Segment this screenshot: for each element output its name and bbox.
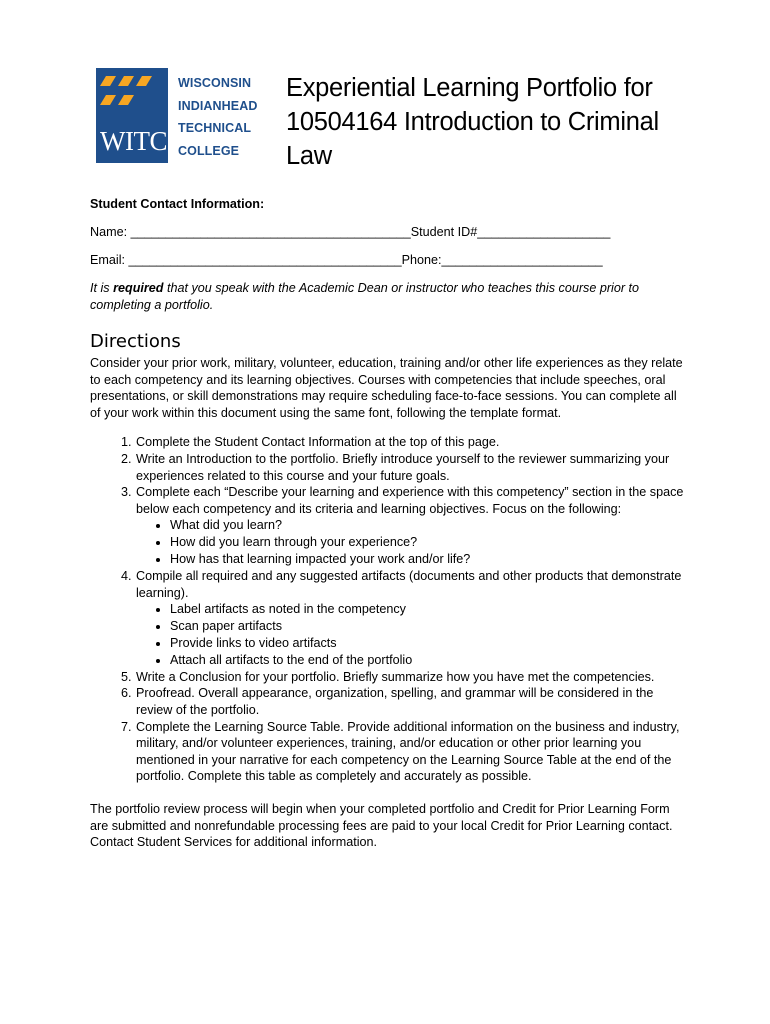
note-emphasis: required (113, 281, 164, 295)
logo-chevrons-icon (96, 68, 168, 124)
step4-bullets (136, 601, 690, 669)
step-text: Complete the Learning Source Table. Provide additional information on the business and industry, military, and/or volunteer experiences, training, and/or education or other prior learning you mentioned in your narrative for each competency on the Learning Source Table at the end of the portfolio. Complete this table as completely and accurately as possible. (136, 719, 680, 784)
document-body (90, 196, 690, 851)
step-text: Complete each “Describe your learning and experience with this competency” section in the space below each competency and its criteria and learning objectives. Focus on the following: (136, 485, 684, 516)
contact-heading: Student Contact Information: (90, 197, 265, 211)
step-text: Write an Introduction to the portfolio. Briefly introduce yourself to the reviewer summarizing your experiences related to this course and your future goals. (136, 451, 670, 483)
logo-word: TECHNICAL (178, 121, 252, 135)
step-item (135, 719, 690, 785)
logo-wordmark (178, 72, 268, 162)
bullet-item: • Attach all artifacts to the end of the portfolio (170, 652, 690, 669)
logo-mark: WITC (100, 126, 167, 156)
note-prefix: It is (90, 281, 114, 295)
directions-heading: Directions (90, 331, 181, 352)
bullet-item: • Label artifacts as noted in the competency (170, 601, 690, 618)
step-item (135, 451, 690, 484)
email-phone-row: Email: _______________________________________Phone:_______________________ (90, 253, 603, 267)
step-item (135, 568, 690, 669)
step-item (135, 484, 690, 568)
closing-paragraph: The portfolio review process will begin when your completed portfolio and Credit for Prior Learning Form are submitted and nonrefundable processing fees are paid to your local Credit for Prior Learning contact. Contact Student Services for additional information. (90, 802, 673, 850)
directions-intro: Consider your prior work, military, volunteer, education, training and/or other life experiences as they relate to each competency and its learning objectives. Courses with competencies that include speeches, oral presentations, or skill demonstrations may require scheduling face-to-face sessions. You can complete all of your work within this document using the same font, following the template format. (90, 356, 683, 420)
logo-block (96, 68, 168, 163)
bullet-item: • How has that learning impacted your work and/or life? (170, 551, 690, 568)
name-studentid-row: Name: ________________________________________Student ID#___________________ (90, 225, 611, 239)
bullet-item: • How did you learn through your experience? (170, 534, 690, 551)
directions-steps (90, 434, 690, 785)
note-suffix: that you speak with the Academic Dean or instructor who teaches this course prior to completing a portfolio. (90, 281, 640, 312)
step3-bullets (136, 517, 690, 568)
bullet-item: • Scan paper artifacts (170, 618, 690, 635)
step-text: Compile all required and any suggested artifacts (documents and other products that demonstrate learning). (136, 569, 682, 600)
logo-word: COLLEGE (178, 143, 240, 158)
requirement-note (90, 280, 690, 313)
step-text: Write a Conclusion for your portfolio. Briefly summarize how you have met the competencies. (136, 669, 655, 684)
step-item (135, 685, 690, 718)
step-item (135, 434, 690, 451)
bullet-item: • What did you learn? (170, 517, 690, 534)
bullet-item: • Provide links to video artifacts (170, 635, 690, 652)
witc-logo (96, 68, 264, 164)
logo-word: WISCONSIN (178, 76, 252, 90)
step-text: Proofread. Overall appearance, organization, spelling, and grammar will be considered in the review of the portfolio. (136, 686, 654, 718)
document-title: Experiential Learning Portfolio for 10504164 Introduction to Criminal Law (286, 74, 659, 170)
step-text: Complete the Student Contact Information at the top of this page. (136, 435, 500, 450)
logo-word: INDIANHEAD (178, 98, 258, 113)
step-item (135, 669, 690, 686)
